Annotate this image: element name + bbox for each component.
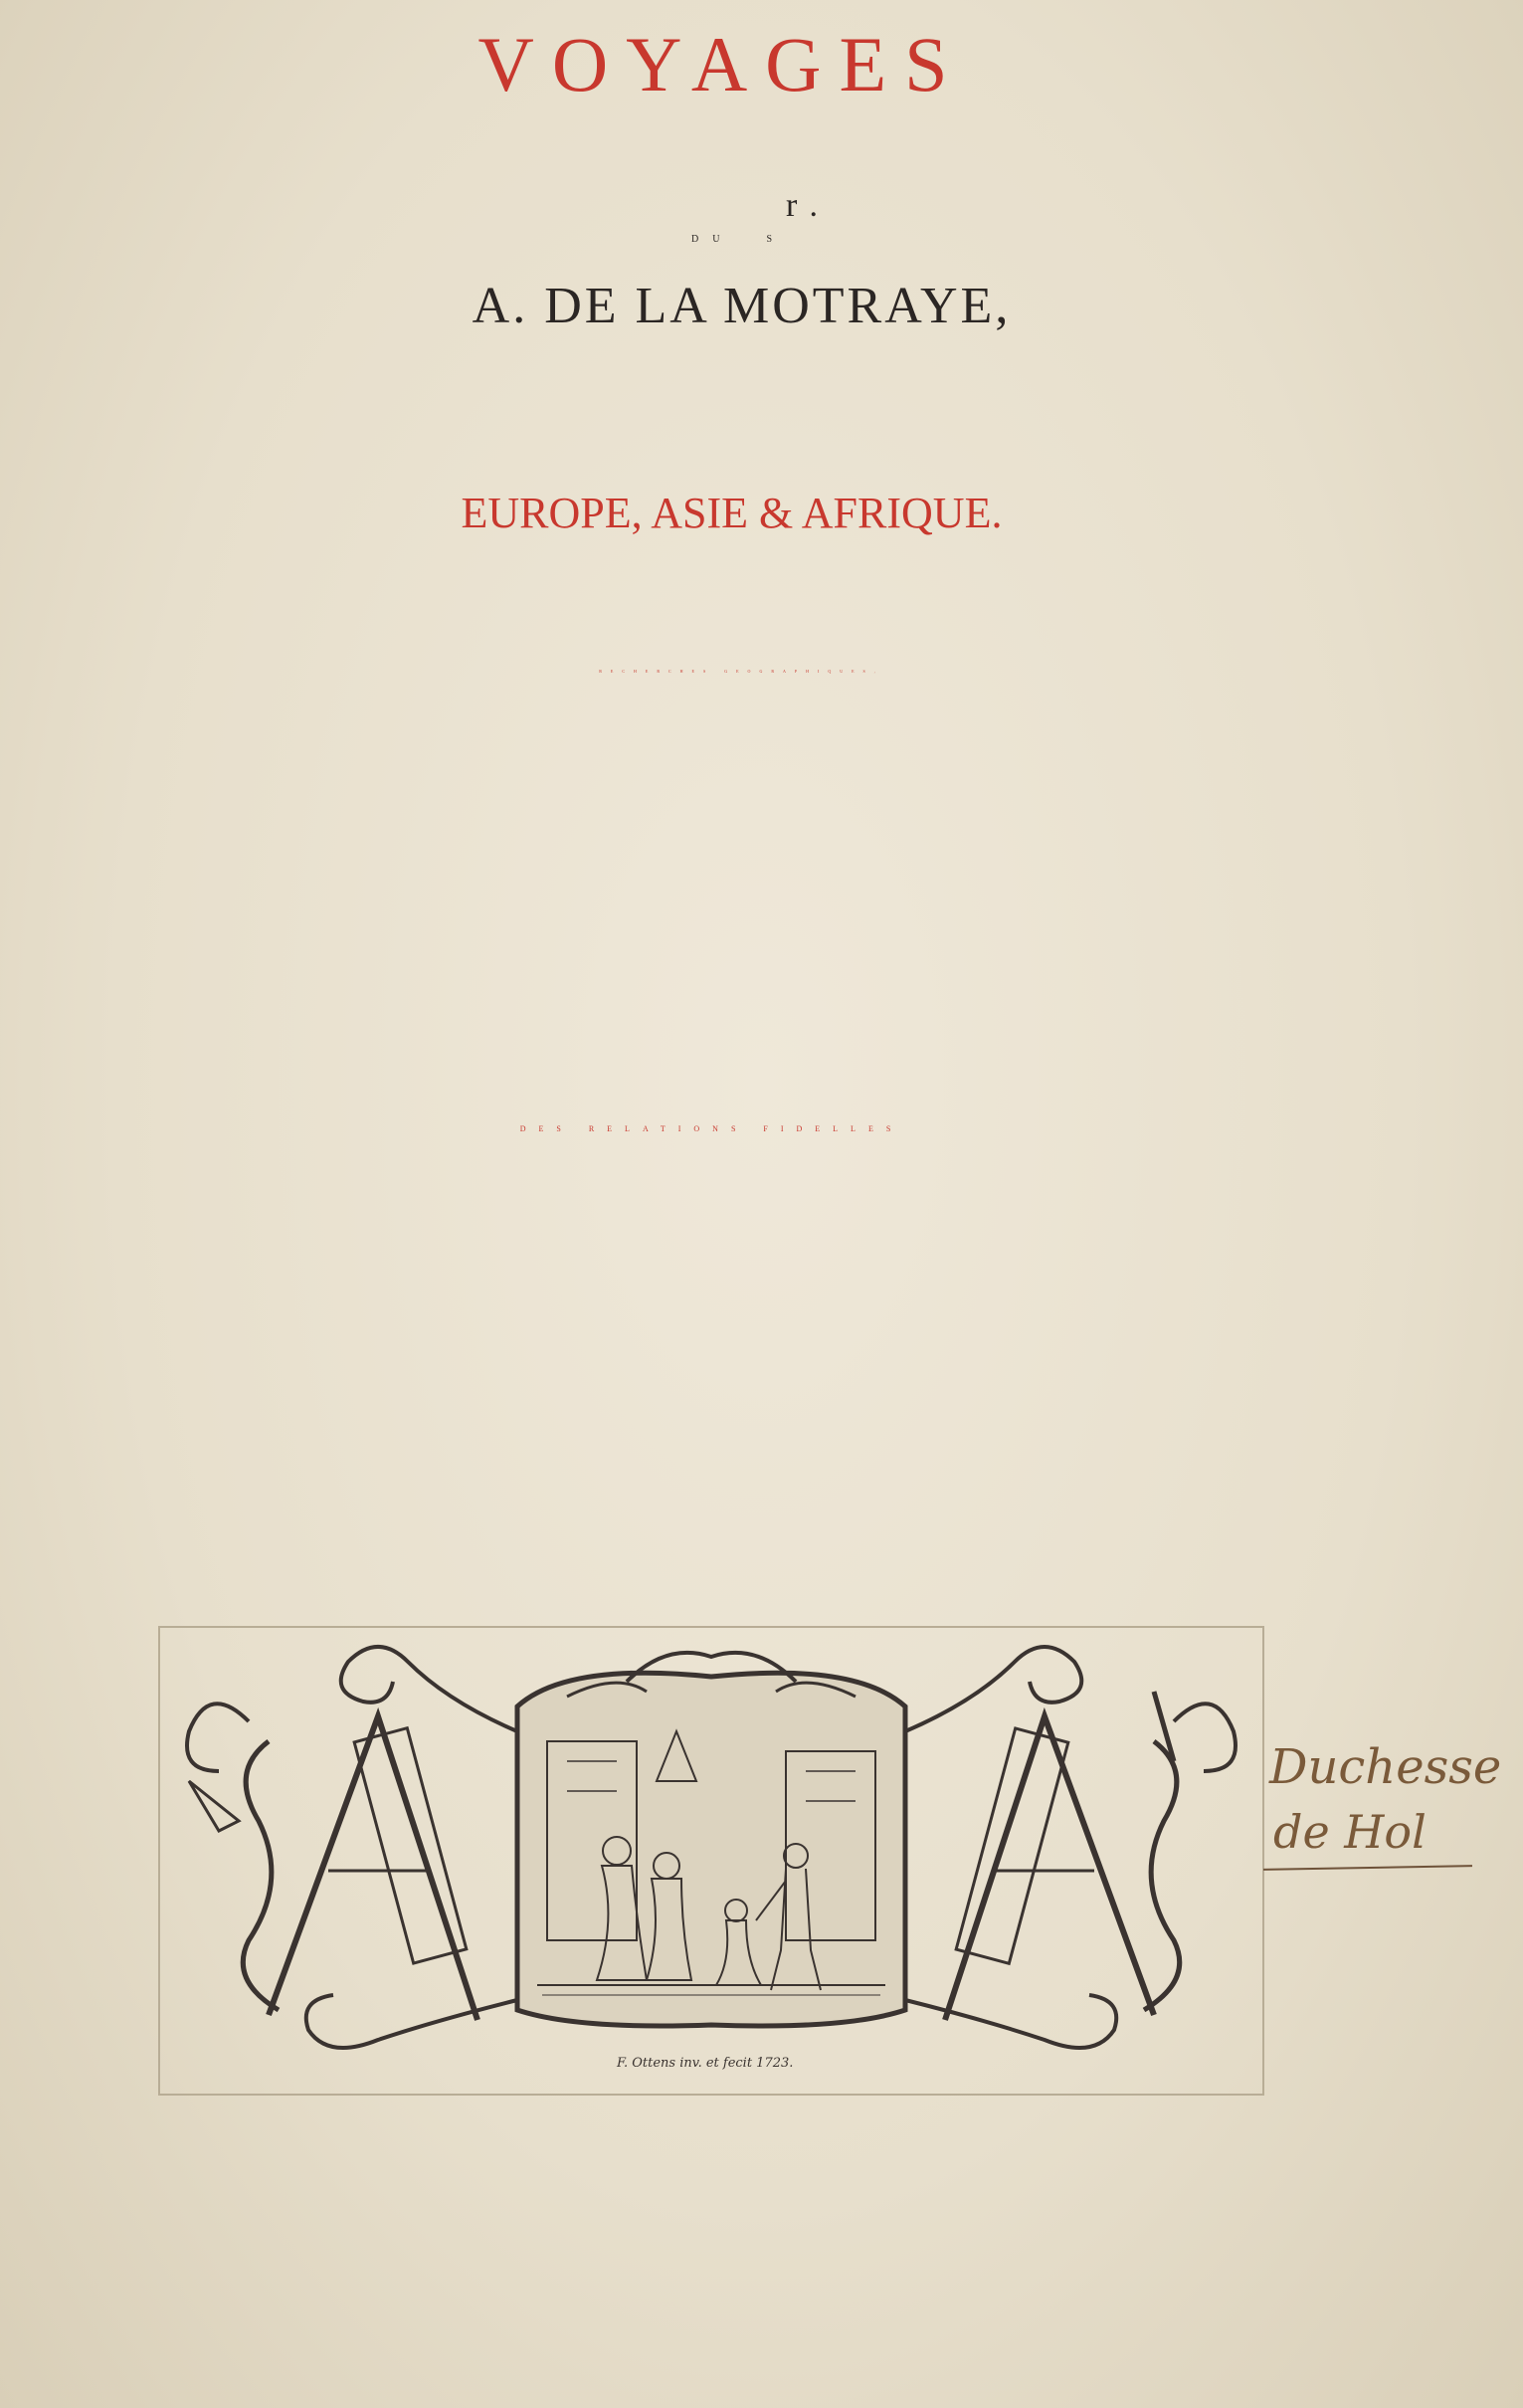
engraved-vignette [149,1622,1273,2100]
cartouche-frame [517,1673,905,2026]
handwriting-underline [1263,1865,1472,1871]
scroll-left-outer [243,1741,279,2010]
engraving-credit: F. Ottens inv. et fecit 1723. [617,2056,794,2071]
relations-heading: DES RELATIONS FIDELLES [519,1124,904,1133]
handwriting-line-1: Duchesse [1269,1739,1502,1795]
sieur-superscript: r. [786,187,832,224]
scroll-left-top [341,1647,517,1731]
scroll-left-bottom [306,1995,517,2048]
du-sieur-line [0,187,1523,245]
places-heading: EUROPE, ASIE & AFRIQUE. [461,489,1003,537]
handwriting-line-2: de Hol [1273,1805,1427,1859]
pen-left [189,1781,239,1831]
du-word: DU [691,234,734,245]
scroll-right-bottom [905,1995,1116,2048]
recherches-heading: RECHERCHES GEOGRAPHIQUES, [599,669,884,674]
author-name: A. DE LA MOTRAYE, [472,278,1012,334]
scroll-right-outer [1144,1741,1180,2010]
scroll-right-top [905,1647,1081,1731]
handwritten-ownership-note [1263,1739,1502,1879]
main-title: VOYAGES [477,21,966,107]
sieur-abbrev: S [766,234,787,245]
